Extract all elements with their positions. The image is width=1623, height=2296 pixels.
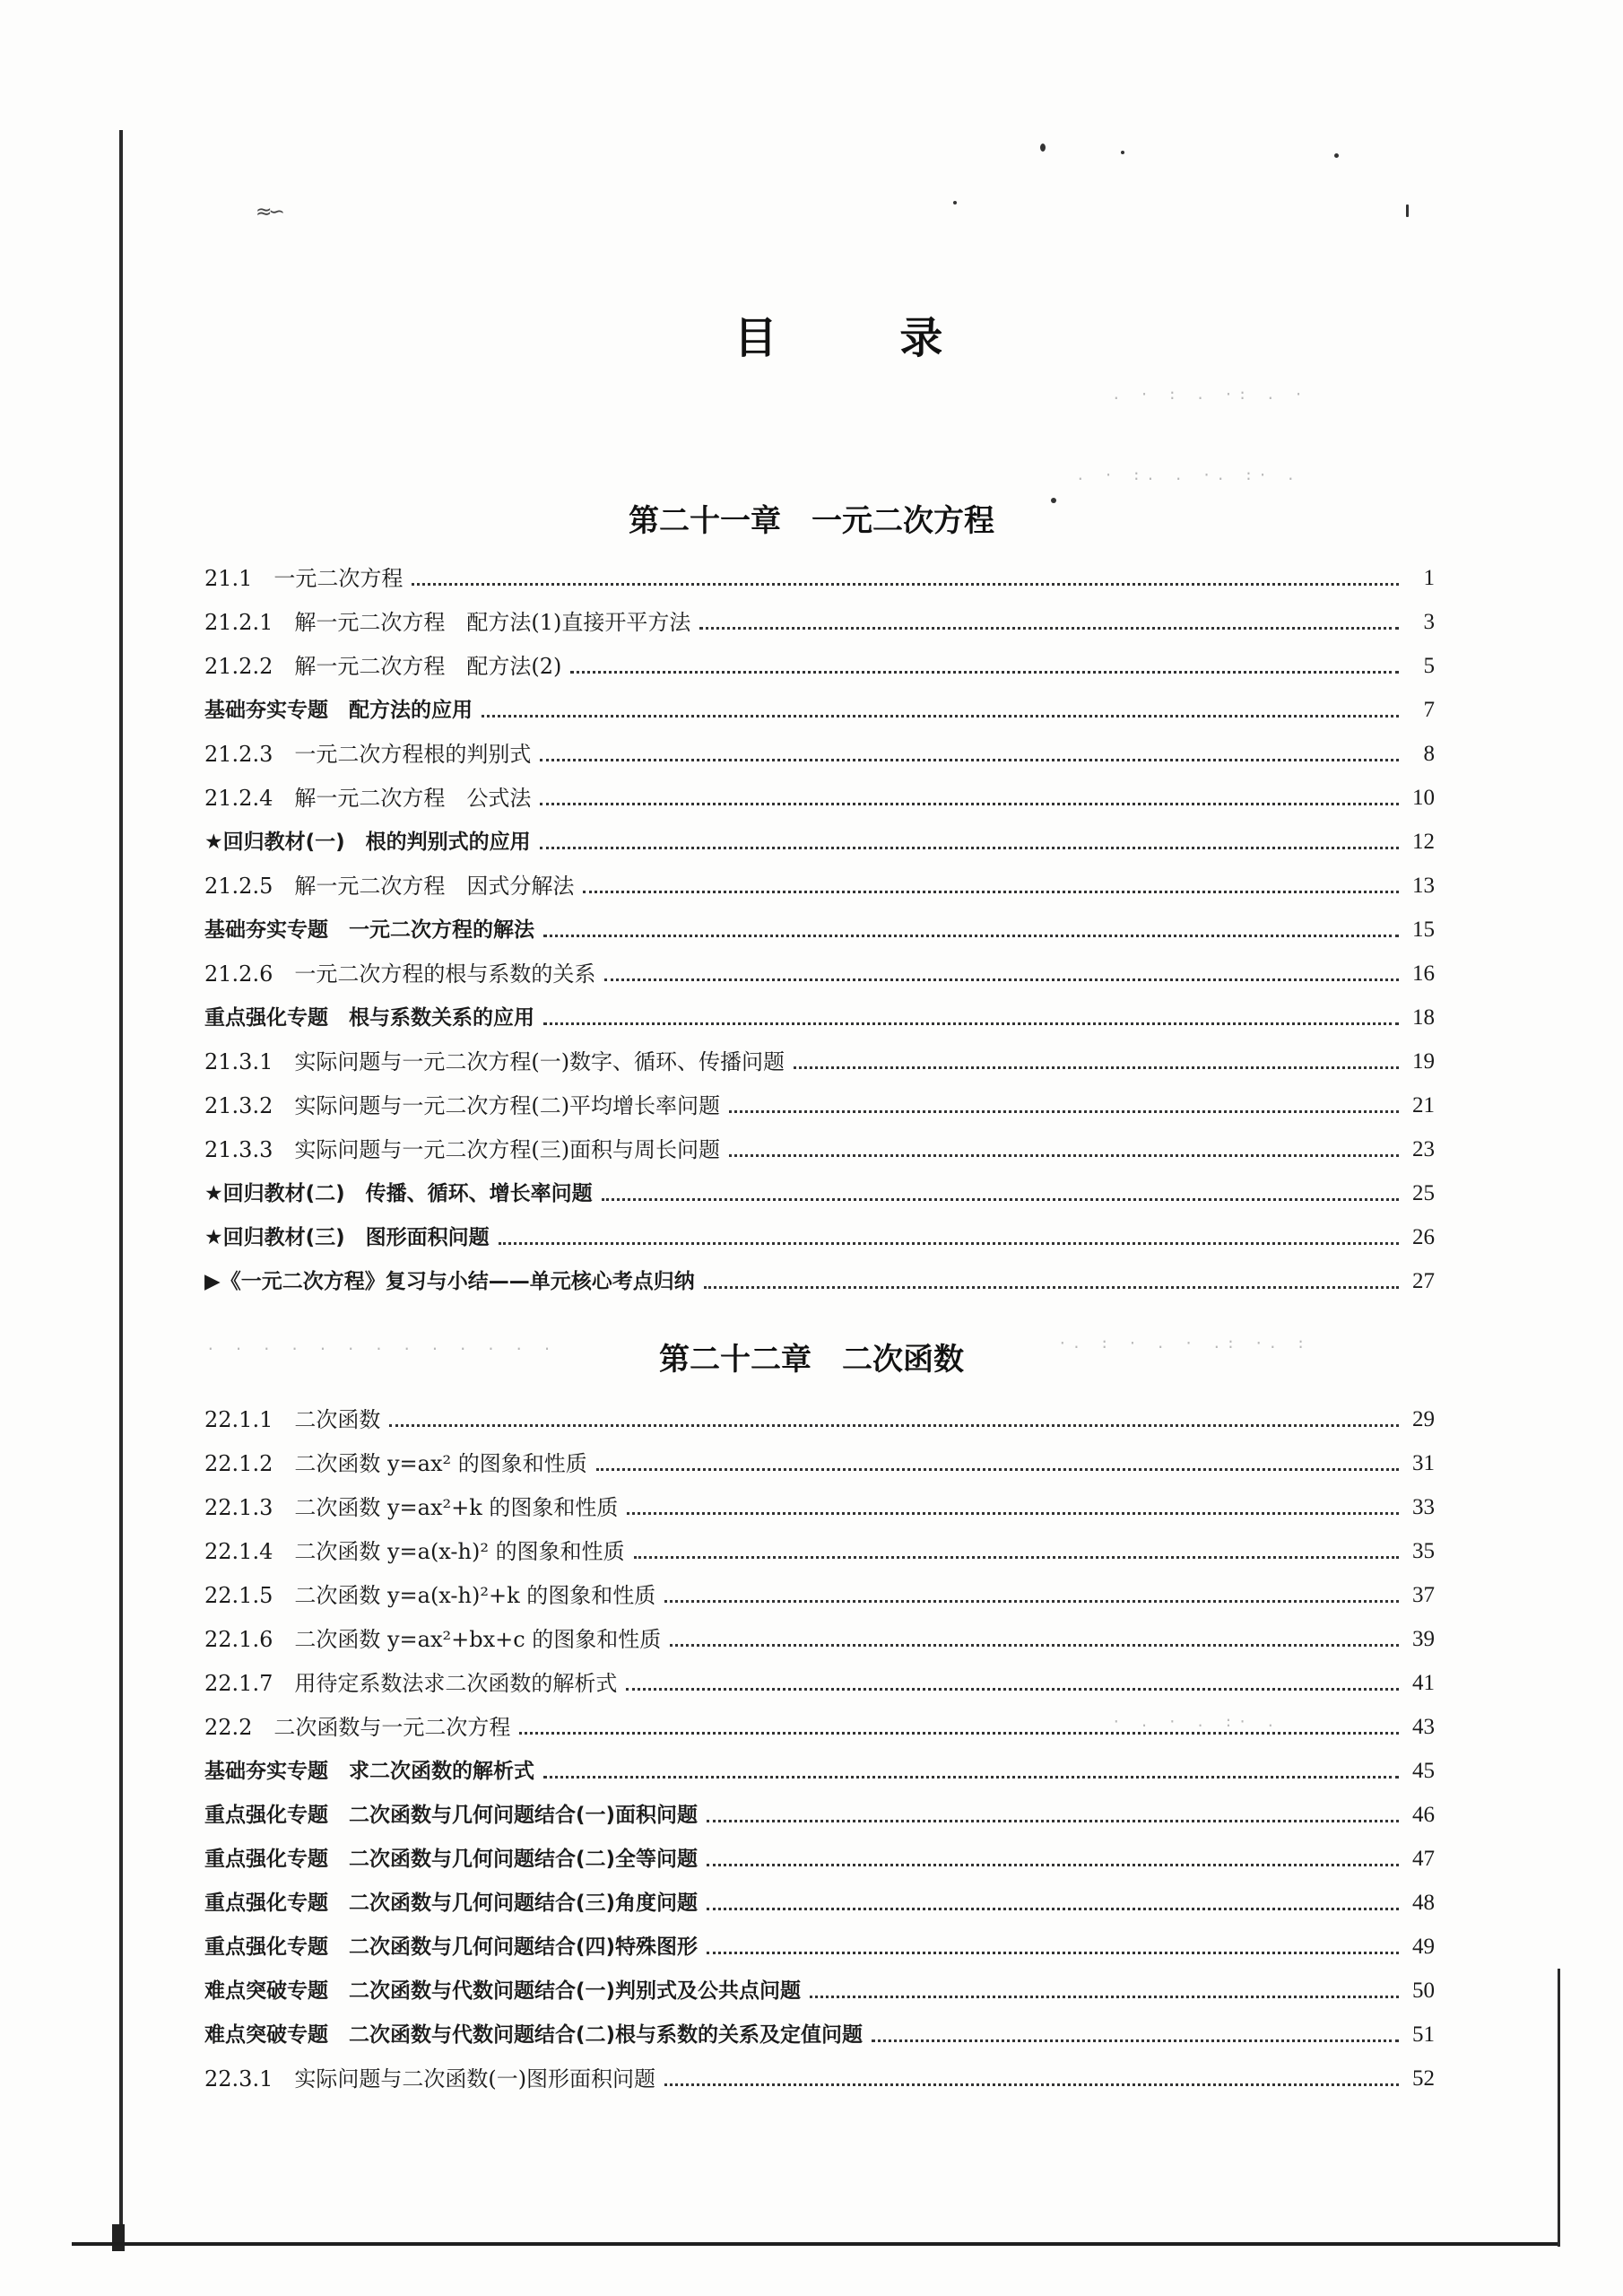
toc-entry[interactable]	[204, 1259, 1435, 1295]
scan-edge-right	[1558, 1969, 1560, 2247]
toc-page-number: 5	[1423, 654, 1435, 678]
toc-entry-label: 22.3.1 实际问题与二次函数(一)图形面积问题	[204, 2066, 656, 2092]
scan-noise: . . . . . . . . . . . . .	[206, 1336, 557, 1353]
toc-entry-label: ★回归教材(一) 根的判别式的应用	[204, 831, 531, 854]
toc-page-number: 50	[1412, 1979, 1435, 2003]
dot-leader	[729, 1154, 1399, 1157]
toc-page-number: 43	[1412, 1715, 1435, 1739]
toc-entry[interactable]	[204, 644, 1435, 680]
toc-page-number: 39	[1412, 1627, 1435, 1651]
dot-leader	[540, 759, 1399, 761]
toc-entry-label: 22.1.5 二次函数 y=a(x-h)²+k 的图象和性质	[204, 1583, 656, 1608]
toc-entry[interactable]	[204, 820, 1435, 856]
scan-dot	[1406, 204, 1409, 217]
toc-entry-label: 21.2.1 解一元二次方程 配方法(1)直接开平方法	[204, 610, 691, 635]
dot-leader	[670, 1644, 1399, 1647]
dot-leader	[664, 2083, 1399, 2086]
toc-entry-label: 21.2.4 解一元二次方程 公式法	[204, 786, 532, 811]
toc-page-number: 27	[1412, 1269, 1435, 1293]
toc-entry[interactable]	[204, 1529, 1435, 1565]
toc-entry[interactable]	[204, 1441, 1435, 1477]
toc-entry[interactable]	[204, 1573, 1435, 1609]
toc-entry-label: 21.2.6 一元二次方程的根与系数的关系	[204, 961, 596, 987]
toc-page-number: 47	[1412, 1847, 1435, 1871]
toc-entry[interactable]	[204, 1397, 1435, 1433]
toc-entry[interactable]	[204, 1661, 1435, 1697]
toc-entry-label: 基础夯实专题 一元二次方程的解法	[204, 918, 534, 942]
toc-entry-label: 22.1.3 二次函数 y=ax²+k 的图象和性质	[204, 1495, 619, 1520]
toc-page-number: 12	[1412, 830, 1435, 854]
toc-entry[interactable]	[204, 864, 1435, 900]
scan-dot	[1334, 153, 1339, 158]
dot-leader	[389, 1424, 1399, 1427]
toc-entry[interactable]	[204, 1837, 1435, 1873]
dot-leader	[482, 715, 1399, 718]
toc-entry[interactable]	[204, 1925, 1435, 1961]
scan-edge-bottom	[72, 2242, 1560, 2246]
dot-leader	[543, 1022, 1399, 1025]
toc-entry-label: 重点强化专题 根与系数关系的应用	[204, 1006, 534, 1030]
dot-leader	[499, 1242, 1399, 1245]
toc-entry[interactable]	[204, 1039, 1435, 1075]
dot-leader	[664, 1600, 1399, 1603]
scan-dot	[953, 201, 957, 204]
dot-leader	[810, 1996, 1399, 1998]
dot-leader	[596, 1468, 1399, 1471]
toc-entry-label: 21.3.2 实际问题与一元二次方程(二)平均增长率问题	[204, 1093, 721, 1118]
toc-entry-label: 21.2.3 一元二次方程根的判别式	[204, 742, 532, 767]
toc-page-number: 25	[1412, 1181, 1435, 1205]
toc-page-number: 18	[1412, 1005, 1435, 1030]
toc-page-number: 49	[1412, 1935, 1435, 1959]
dot-leader	[634, 1556, 1399, 1559]
toc-entry[interactable]	[204, 1171, 1435, 1207]
toc-entry-label: 重点强化专题 二次函数与几何问题结合(二)全等问题	[204, 1848, 699, 1871]
toc-entry[interactable]	[204, 1083, 1435, 1119]
toc-entry[interactable]	[204, 556, 1435, 592]
toc-entry[interactable]	[204, 952, 1435, 987]
toc-entry[interactable]	[204, 908, 1435, 944]
toc-entry-label: 21.2.2 解一元二次方程 配方法(2)	[204, 654, 562, 679]
toc-page-number: 3	[1423, 610, 1435, 634]
toc-entry-label: 22.1.4 二次函数 y=a(x-h)² 的图象和性质	[204, 1539, 625, 1564]
toc-entry-label: 21.3.1 实际问题与一元二次方程(一)数字、循环、传播问题	[204, 1049, 785, 1074]
toc-entry[interactable]	[204, 2057, 1435, 2092]
toc-entry-label: 基础夯实专题 配方法的应用	[204, 699, 473, 722]
chapter-heading	[0, 1335, 1623, 1378]
dot-leader	[707, 1952, 1399, 1954]
dot-leader	[519, 1732, 1399, 1735]
chapter-heading	[0, 496, 1623, 540]
toc-page-number: 37	[1412, 1583, 1435, 1607]
dot-leader	[543, 935, 1399, 937]
chapter-heading-text: 第二十一章 一元二次方程	[629, 503, 994, 539]
toc-entry[interactable]	[204, 996, 1435, 1031]
toc-entry-label: 22.1.6 二次函数 y=ax²+bx+c 的图象和性质	[204, 1627, 662, 1652]
toc-page-number: 8	[1423, 742, 1435, 766]
toc-page-number: 19	[1412, 1049, 1435, 1074]
toc-entry-label: 22.1.1 二次函数	[204, 1407, 381, 1432]
toc-page-number: 1	[1423, 566, 1435, 590]
toc-entry-label: 22.2 二次函数与一元二次方程	[204, 1715, 511, 1740]
toc-entry[interactable]	[204, 1749, 1435, 1785]
toc-entry[interactable]	[204, 600, 1435, 636]
toc-entry[interactable]	[204, 1485, 1435, 1521]
dot-leader	[729, 1110, 1399, 1113]
toc-page-number: 52	[1412, 2066, 1435, 2091]
toc-entry[interactable]	[204, 732, 1435, 768]
toc-page-number: 29	[1412, 1407, 1435, 1431]
scan-noise: . · :. . ·. :· .	[1076, 466, 1301, 483]
toc-entry-label: 21.2.5 解一元二次方程 因式分解法	[204, 874, 575, 899]
toc-entry-label: 重点强化专题 二次函数与几何问题结合(三)角度问题	[204, 1892, 699, 1915]
toc-page-number: 10	[1412, 786, 1435, 810]
scan-dot	[1040, 144, 1046, 152]
toc-entry[interactable]	[204, 1705, 1435, 1741]
toc-entry-label: 22.1.7 用待定系数法求二次函数的解析式	[204, 1671, 618, 1696]
toc-entry[interactable]	[204, 1127, 1435, 1163]
dot-leader	[699, 627, 1399, 630]
toc-page-number: 15	[1412, 918, 1435, 942]
page-title: 目 录	[733, 313, 997, 363]
dot-leader	[543, 1776, 1399, 1779]
toc-entry-label: ▶《一元二次方程》复习与小结——单元核心考点归纳	[204, 1270, 695, 1293]
toc-entry-label: 重点强化专题 二次函数与几何问题结合(一)面积问题	[204, 1804, 699, 1827]
toc-entry[interactable]	[204, 1793, 1435, 1829]
toc-entry[interactable]	[204, 1969, 1435, 2005]
toc-page-number: 48	[1412, 1891, 1435, 1915]
dot-leader	[627, 1512, 1399, 1515]
scan-edge-corner	[112, 2224, 125, 2251]
dot-leader	[707, 1820, 1399, 1822]
toc-entry[interactable]	[204, 1881, 1435, 1917]
dot-leader	[707, 1864, 1399, 1866]
dot-leader	[412, 583, 1399, 586]
dot-leader	[540, 803, 1399, 805]
toc-entry[interactable]	[204, 1617, 1435, 1653]
scan-noise: · . · . :· .	[1112, 1713, 1280, 1730]
toc-entry[interactable]	[204, 1215, 1435, 1251]
scan-noise: ·. : · . · .: ·. :	[1058, 1335, 1311, 1352]
dot-leader	[604, 978, 1399, 981]
toc-page-number: 35	[1412, 1539, 1435, 1563]
toc-page-number: 16	[1412, 961, 1435, 986]
dot-leader	[540, 847, 1399, 849]
toc-entry-label: 22.1.2 二次函数 y=ax² 的图象和性质	[204, 1451, 587, 1476]
toc-entry-label: 21.3.3 实际问题与一元二次方程(三)面积与周长问题	[204, 1137, 721, 1162]
dot-leader	[872, 2039, 1399, 2042]
toc-entry-label: 难点突破专题 二次函数与代数问题结合(一)判别式及公共点问题	[204, 1979, 802, 2003]
dot-leader	[707, 1908, 1399, 1910]
toc-page-number: 26	[1412, 1225, 1435, 1249]
toc-page-number: 46	[1412, 1803, 1435, 1827]
dot-leader	[583, 891, 1399, 893]
toc-entry[interactable]	[204, 688, 1435, 724]
toc-entry-label: ★回归教材(二) 传播、循环、增长率问题	[204, 1182, 593, 1205]
toc-entry-label: 基础夯实专题 求二次函数的解析式	[204, 1760, 534, 1783]
dot-leader	[626, 1688, 1399, 1691]
toc-page-number: 51	[1412, 2022, 1435, 2047]
toc-page-number: 21	[1412, 1093, 1435, 1118]
dot-leader	[602, 1198, 1399, 1201]
toc-page-number: 23	[1412, 1137, 1435, 1161]
scan-smudge: ≈∽	[256, 201, 282, 223]
scan-noise: . · : . ·: . ·	[1112, 386, 1308, 403]
toc-entry-label: 重点强化专题 二次函数与几何问题结合(四)特殊图形	[204, 1935, 699, 1959]
toc-page-number: 41	[1412, 1671, 1435, 1695]
toc-entry-label: 难点突破专题 二次函数与代数问题结合(二)根与系数的关系及定值问题	[204, 2023, 864, 2047]
scan-dot	[1121, 151, 1124, 154]
dot-leader	[794, 1066, 1399, 1069]
toc-entry[interactable]	[204, 776, 1435, 812]
chapter-heading-text: 第二十二章 二次函数	[659, 1342, 964, 1378]
toc-entry[interactable]	[204, 2013, 1435, 2048]
scan-edge-left	[119, 130, 123, 2242]
dot-leader	[704, 1286, 1399, 1289]
toc-page-number: 45	[1412, 1759, 1435, 1783]
toc-page-number: 33	[1412, 1495, 1435, 1519]
dot-leader	[570, 671, 1399, 674]
toc-page-number: 31	[1412, 1451, 1435, 1475]
toc-page-number: 13	[1412, 874, 1435, 898]
toc-page-number: 7	[1423, 698, 1435, 722]
toc-entry-label: ★回归教材(三) 图形面积问题	[204, 1226, 490, 1249]
toc-entry-label: 21.1 一元二次方程	[204, 566, 404, 591]
